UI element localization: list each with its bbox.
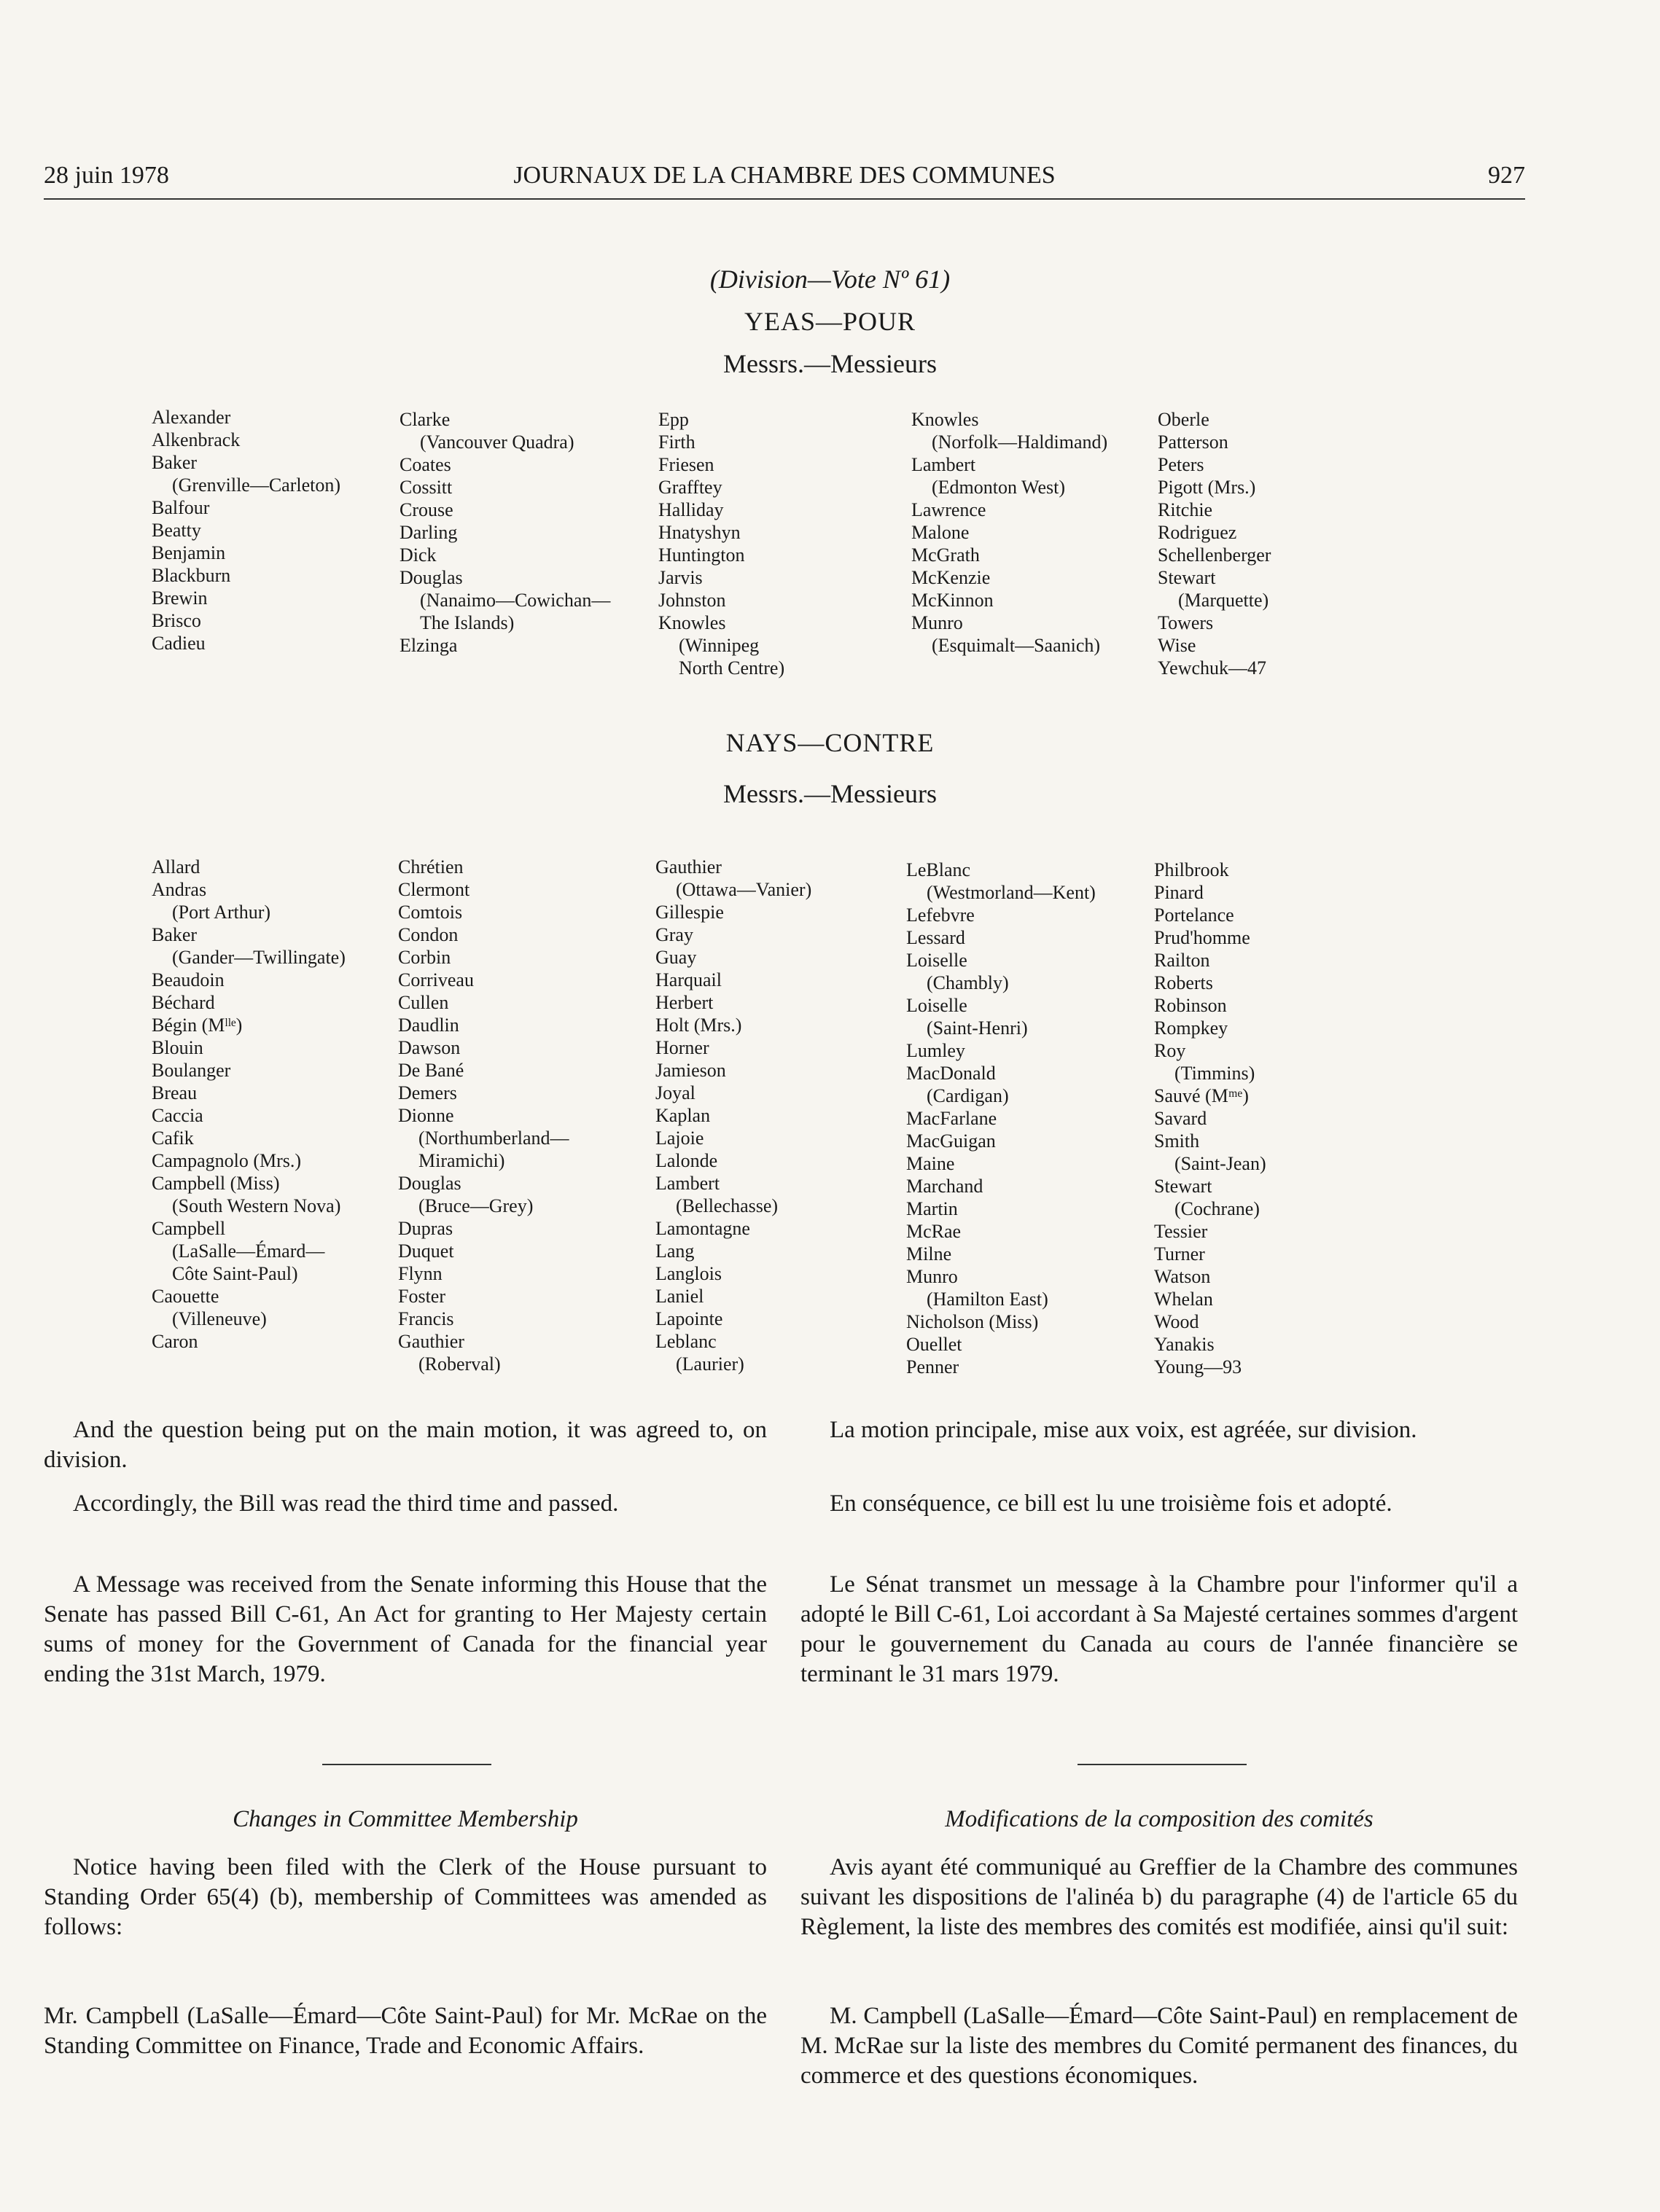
member-name: Johnston	[658, 590, 726, 611]
member-name: Clarke	[400, 409, 451, 430]
fr-section-rule	[1078, 1764, 1247, 1765]
member-name: Chrétien	[398, 856, 464, 878]
nays-heading: NAYS—CONTRE	[725, 728, 935, 757]
member-name: Beaudoin	[152, 969, 225, 990]
member-name: Leblanc	[655, 1331, 717, 1352]
member-name: Lajoie	[655, 1128, 704, 1149]
member-name: Clermont	[398, 879, 470, 900]
yeas-column-4	[911, 408, 1107, 657]
member-name: Douglas	[398, 1173, 461, 1194]
member-name: Comtois	[398, 902, 463, 923]
member-name: Beatty	[152, 520, 201, 541]
member-riding: (Saint-Henri)	[927, 1017, 1028, 1039]
header-date: 28 juin 1978	[44, 162, 169, 189]
fr-senate-message-paragraph: Le Sénat transmet un message à la Chambre pour l'informer qu'il a adopté le Bill C-61, Loi accordant à Sa Majesté certaines sommes d'argent pour le gouvernement du Canada au cours de l'année financière se terminant le 31 mars 1979.	[800, 1571, 1518, 1687]
member-name: Huntington	[658, 544, 745, 566]
header-journal-title: JOURNAUX DE LA CHAMBRE DES COMMUNES	[513, 162, 1056, 189]
member-name: Roy	[1154, 1040, 1186, 1061]
member-name: Foster	[398, 1286, 445, 1307]
en-main-motion-paragraph: And the question being put on the main motion, it was agreed to, on division.	[44, 1417, 767, 1473]
member-name: Corriveau	[398, 969, 474, 990]
member-name: Duquet	[398, 1240, 454, 1262]
member-name: Epp	[658, 409, 689, 430]
member-name: Rompkey	[1154, 1017, 1228, 1039]
member-name: Brewin	[152, 587, 208, 609]
member-name: Caron	[152, 1331, 198, 1352]
member-name: Balfour	[152, 497, 210, 518]
member-name: Malone	[911, 522, 970, 543]
en-notice-paragraph: Notice having been filed with the Clerk of the House pursuant to Standing Order 65(4) (b), membership of Committees was amended as follows:	[44, 1854, 767, 1940]
member-riding: (Gander—Twillingate)	[172, 947, 346, 968]
member-riding: (Esquimalt—Saanich)	[932, 635, 1101, 656]
member-riding: (Port Arthur)	[172, 902, 271, 923]
member-name: Pinard	[1154, 882, 1204, 903]
member-name: Gauthier	[655, 856, 722, 878]
yeas-heading: YEAS—POUR	[744, 307, 916, 336]
member-name: Cafik	[152, 1128, 194, 1149]
member-name: Béchard	[152, 992, 215, 1013]
member-riding: (Edmonton West)	[932, 477, 1066, 498]
member-name: Towers	[1158, 612, 1214, 633]
member-name: Loiselle	[906, 995, 967, 1016]
member-name: Gray	[655, 924, 693, 945]
member-name: Harquail	[655, 969, 722, 990]
member-name: Baker	[152, 452, 198, 473]
member-riding: (Cochrane)	[1174, 1198, 1260, 1219]
member-name: Flynn	[398, 1263, 443, 1284]
member-name: Campbell (Miss)	[152, 1173, 280, 1194]
member-name: Martin	[906, 1198, 958, 1219]
yeas-column-5	[1158, 408, 1271, 679]
member-name: Portelance	[1154, 904, 1234, 926]
member-riding: (Ottawa—Vanier)	[676, 879, 812, 900]
member-name: Knowles	[911, 409, 979, 430]
member-riding: (Marquette)	[1178, 590, 1269, 611]
member-riding: The Islands)	[420, 612, 515, 633]
member-name: MacGuigan	[906, 1130, 996, 1152]
member-name: Roberts	[1154, 972, 1213, 993]
nays-messrs-heading: Messrs.—Messieurs	[723, 779, 937, 808]
member-name: Halliday	[658, 499, 724, 520]
member-riding: (Saint-Jean)	[1174, 1153, 1266, 1174]
member-name: Elzinga	[400, 635, 458, 656]
member-name: Stewart	[1154, 1176, 1212, 1197]
fr-membership-change-paragraph: M. Campbell (LaSalle—Émard—Côte Saint-Paul) en remplacement de M. McRae sur la liste des membres du Comité permanent des finances, du commerce et des questions économiques.	[800, 2003, 1518, 2089]
member-riding: Miramichi)	[418, 1150, 505, 1171]
member-riding: (Timmins)	[1174, 1063, 1255, 1084]
member-name: Yewchuk—47	[1158, 657, 1267, 679]
member-name: LeBlanc	[906, 859, 971, 880]
division-title: (Division—Vote Nº 61)	[709, 265, 951, 294]
member-name: Cullen	[398, 992, 449, 1013]
member-name: Alexander	[152, 407, 231, 428]
nays-column-1	[152, 856, 346, 1353]
nays-column-5	[1154, 859, 1266, 1378]
yeas-column-1	[152, 406, 340, 654]
member-name: Munro	[911, 612, 963, 633]
en-third-reading-paragraph: Accordingly, the Bill was read the third time and passed.	[73, 1490, 619, 1517]
member-name: Condon	[398, 924, 459, 945]
member-name: Munro	[906, 1266, 958, 1287]
member-riding: (Roberval)	[418, 1353, 501, 1375]
member-name: Ouellet	[906, 1334, 962, 1355]
member-name: Peters	[1158, 454, 1204, 475]
member-name: Brisco	[152, 610, 201, 631]
page-header	[44, 162, 1525, 200]
member-name: Lawrence	[911, 499, 986, 520]
yeas-messrs-heading: Messrs.—Messieurs	[723, 349, 937, 378]
member-name: Lefebvre	[906, 904, 975, 926]
member-name: Darling	[400, 522, 458, 543]
member-riding: (Cardigan)	[927, 1085, 1009, 1106]
member-name: Jamieson	[655, 1060, 726, 1081]
member-name: Whelan	[1154, 1289, 1213, 1310]
member-name: Douglas	[400, 567, 463, 588]
member-name: Maine	[906, 1153, 955, 1174]
member-name: Young—93	[1154, 1356, 1242, 1377]
member-riding: North Centre)	[679, 657, 785, 679]
member-name: Watson	[1154, 1266, 1211, 1287]
member-name: Laniel	[655, 1286, 704, 1307]
member-name: Lumley	[906, 1040, 965, 1061]
member-name: Oberle	[1158, 409, 1209, 430]
nays-column-4	[906, 859, 1096, 1378]
member-name: Breau	[152, 1082, 198, 1103]
member-riding: (Chambly)	[927, 972, 1009, 993]
member-name: Benjamin	[152, 542, 226, 563]
member-name: Railton	[1154, 950, 1210, 971]
fr-committee-heading: Modifications de la composition des comités	[945, 1806, 1373, 1832]
yeas-column-3	[658, 408, 784, 679]
member-name: Blouin	[152, 1037, 203, 1058]
member-name: Demers	[398, 1082, 457, 1103]
fr-main-motion-paragraph: La motion principale, mise aux voix, est agréée, sur division.	[830, 1417, 1417, 1443]
member-name: Lambert	[655, 1173, 720, 1194]
member-riding: (Bellechasse)	[676, 1195, 779, 1216]
member-name: De Bané	[398, 1060, 464, 1081]
member-name: Savard	[1154, 1108, 1207, 1129]
member-name: Turner	[1154, 1243, 1205, 1265]
member-name: Dick	[400, 544, 437, 566]
en-committee-heading: Changes in Committee Membership	[233, 1806, 578, 1832]
member-name: Holt (Mrs.)	[655, 1015, 742, 1036]
member-name: Nicholson (Miss)	[906, 1311, 1039, 1332]
member-name: Wise	[1158, 635, 1196, 656]
member-name: Firth	[658, 431, 695, 453]
member-name: Dupras	[398, 1218, 453, 1239]
fr-third-reading-paragraph: En conséquence, ce bill est lu une troisième fois et adopté.	[830, 1490, 1392, 1517]
member-name: Blackburn	[152, 565, 231, 586]
member-name: McGrath	[911, 544, 980, 566]
member-name: Cadieu	[152, 633, 206, 654]
member-name: Dionne	[398, 1105, 454, 1126]
member-name: Prud'homme	[1154, 927, 1250, 948]
member-name: Hnatyshyn	[658, 522, 741, 543]
member-name: Herbert	[655, 992, 714, 1013]
member-name: Horner	[655, 1037, 709, 1058]
en-section-rule	[322, 1764, 491, 1765]
en-senate-message-paragraph: A Message was received from the Senate informing this House that the Senate has passed Bill C-61, An Act for granting to Her Majesty certain sums of money for the Government of Canada for the financial year ending the 31st March, 1979.	[44, 1571, 767, 1687]
member-name: Allard	[152, 856, 200, 878]
member-riding: (Grenville—Carleton)	[172, 474, 341, 496]
member-name: Andras	[152, 879, 207, 900]
member-name: Kaplan	[655, 1105, 711, 1126]
member-name: Knowles	[658, 612, 726, 633]
member-riding: (Villeneuve)	[172, 1308, 267, 1329]
member-name: Patterson	[1158, 431, 1228, 453]
member-riding: (Laurier)	[676, 1353, 744, 1375]
member-name: Lessard	[906, 927, 965, 948]
member-name: Dawson	[398, 1037, 461, 1058]
member-name: Loiselle	[906, 950, 967, 971]
en-membership-change-paragraph: Mr. Campbell (LaSalle—Émard—Côte Saint-Paul) for Mr. McRae on the Standing Committee on Finance, Trade and Economic Affairs.	[44, 2003, 767, 2059]
member-riding: (Vancouver Quadra)	[420, 431, 574, 453]
member-name: Milne	[906, 1243, 952, 1265]
member-name: Yanakis	[1154, 1334, 1215, 1355]
member-name: Corbin	[398, 947, 451, 968]
member-name: Crouse	[400, 499, 453, 520]
member-riding: (Hamilton East)	[927, 1289, 1048, 1310]
member-name: Wood	[1154, 1311, 1199, 1332]
member-riding: (Westmorland—Kent)	[927, 882, 1096, 903]
member-name: Robinson	[1154, 995, 1227, 1016]
member-name: MacFarlane	[906, 1108, 997, 1129]
member-riding: (Norfolk—Haldimand)	[932, 431, 1108, 453]
member-riding: (LaSalle—Émard—	[172, 1240, 325, 1262]
member-name: McRae	[906, 1221, 962, 1242]
nays-column-2	[398, 856, 569, 1375]
member-name: Penner	[906, 1356, 959, 1377]
member-name: Schellenberger	[1158, 544, 1271, 566]
member-riding: (Bruce—Grey)	[418, 1195, 534, 1216]
member-name: Friesen	[658, 454, 714, 475]
member-name: Guay	[655, 947, 697, 968]
member-name: McKenzie	[911, 567, 991, 588]
member-name: Tessier	[1154, 1221, 1208, 1242]
member-riding: (South Western Nova)	[172, 1195, 341, 1216]
fr-notice-paragraph: Avis ayant été communiqué au Greffier de la Chambre des communes suivant les dispositions de l'alinéa b) du paragraphe (4) de l'article 65 du Règlement, la liste des membres des comités est modifiée, ainsi qu'il suit:	[800, 1854, 1518, 1940]
member-riding: (Winnipeg	[679, 635, 760, 656]
member-name: Lamontagne	[655, 1218, 750, 1239]
member-name: Smith	[1154, 1130, 1200, 1152]
member-name: Lang	[655, 1240, 695, 1262]
yeas-column-2	[400, 408, 610, 657]
member-name: Coates	[400, 454, 451, 475]
member-riding: Côte Saint-Paul)	[172, 1263, 298, 1284]
member-riding: (Northumberland—	[418, 1128, 569, 1149]
member-name: Jarvis	[658, 567, 703, 588]
member-name: Campagnolo (Mrs.)	[152, 1150, 302, 1171]
member-name: Langlois	[655, 1263, 722, 1284]
header-page-number: 927	[1488, 162, 1525, 189]
member-name: Grafftey	[658, 477, 722, 498]
member-name: Boulanger	[152, 1060, 231, 1081]
member-name: McKinnon	[911, 590, 994, 611]
member-name: Caccia	[152, 1105, 203, 1126]
member-name: MacDonald	[906, 1063, 996, 1084]
member-name: Lalonde	[655, 1150, 718, 1171]
member-name: Stewart	[1158, 567, 1216, 588]
member-name: Sauvé (Mᵐᵉ)	[1154, 1085, 1249, 1106]
member-name: Gauthier	[398, 1331, 464, 1352]
member-name: Rodriguez	[1158, 522, 1237, 543]
member-name: Campbell	[152, 1218, 226, 1239]
member-name: Bégin (Mˡˡᵉ)	[152, 1015, 243, 1036]
nays-column-3	[655, 856, 811, 1375]
member-name: Marchand	[906, 1176, 983, 1197]
member-name: Francis	[398, 1308, 454, 1329]
member-name: Ritchie	[1158, 499, 1213, 520]
member-name: Cossitt	[400, 477, 453, 498]
member-name: Lambert	[911, 454, 976, 475]
member-riding: (Nanaimo—Cowichan—	[420, 590, 611, 611]
member-name: Alkenbrack	[152, 429, 241, 450]
member-name: Gillespie	[655, 902, 724, 923]
member-name: Joyal	[655, 1082, 695, 1103]
member-name: Pigott (Mrs.)	[1158, 477, 1256, 498]
member-name: Caouette	[152, 1286, 219, 1307]
member-name: Philbrook	[1154, 859, 1229, 880]
member-name: Lapointe	[655, 1308, 723, 1329]
member-name: Baker	[152, 924, 198, 945]
member-name: Daudlin	[398, 1015, 459, 1036]
